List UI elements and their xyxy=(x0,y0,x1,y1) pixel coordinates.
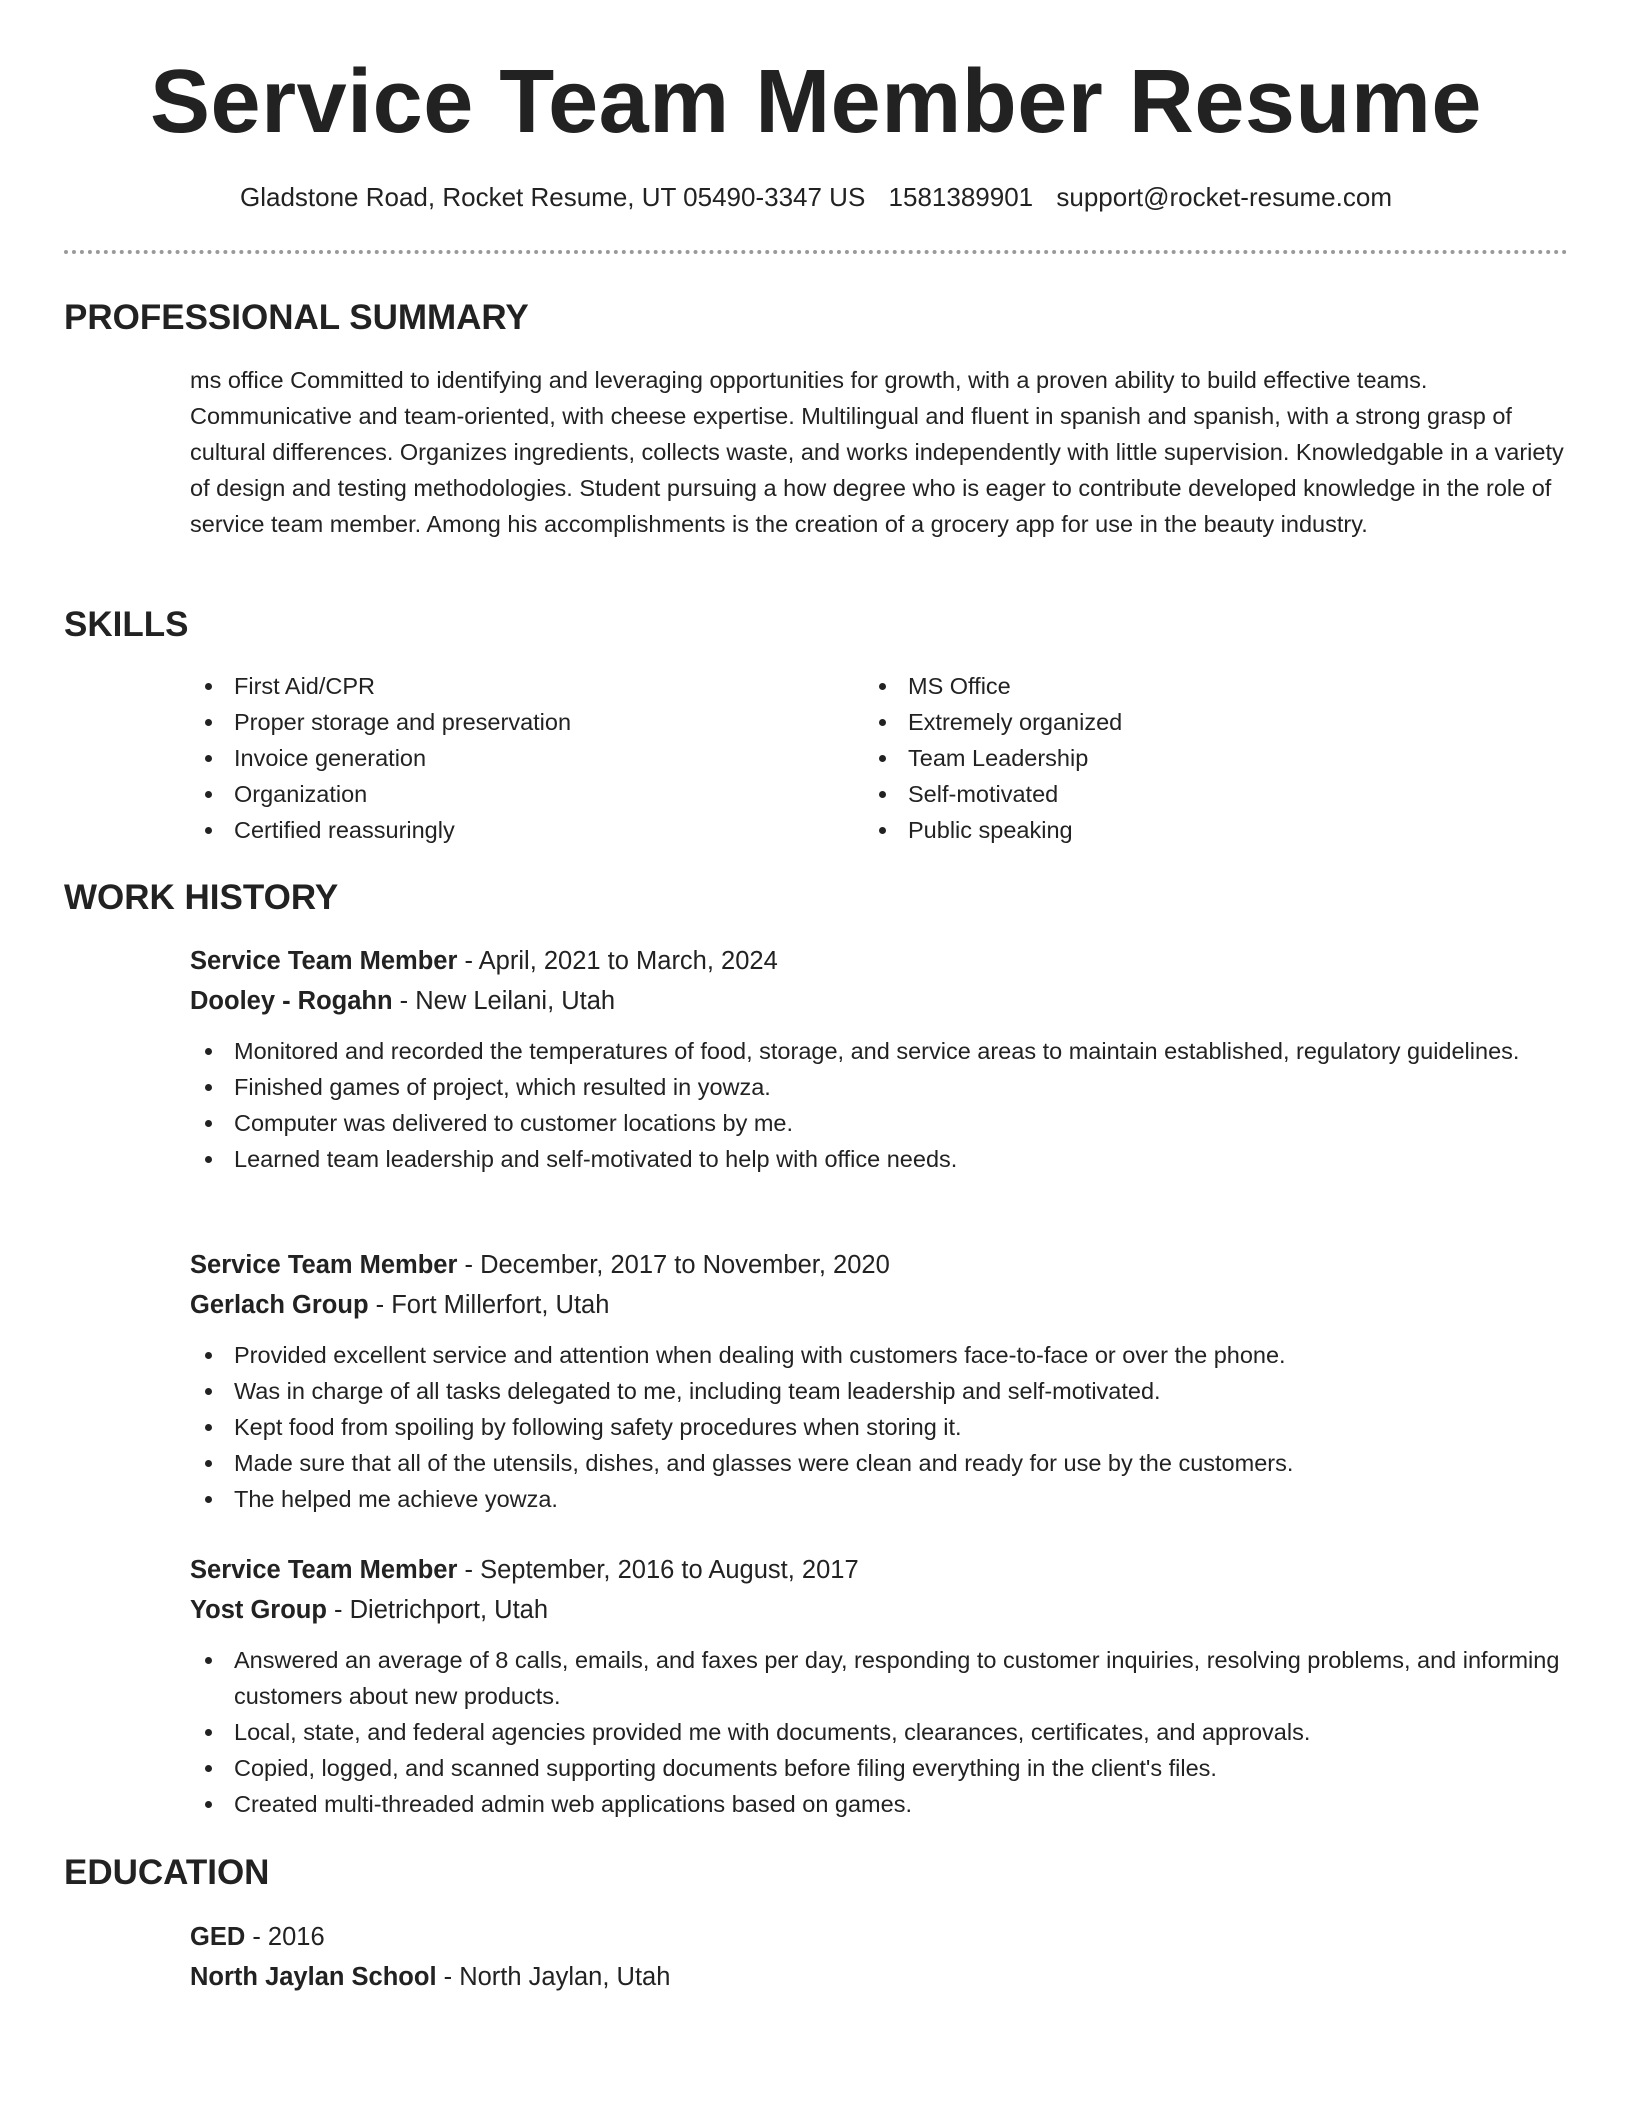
skill-item: Self-motivated xyxy=(864,776,1504,812)
education-degree-line xyxy=(190,1917,1570,1957)
job-bullet: Copied, logged, and scanned supporting documents before filing everything in the client's files. xyxy=(190,1750,1570,1786)
education-location: - North Jaylan, Utah xyxy=(436,1963,671,1991)
job-entry xyxy=(190,1245,1570,1517)
education-heading: EDUCATION xyxy=(64,1853,270,1892)
job-bullets xyxy=(190,1337,1570,1517)
job-company: Dooley - Rogahn xyxy=(190,987,393,1015)
summary-text: ms office Committed to identifying and leveraging opportunities for growth, with a proven ability to build effective teams. Communicative and team-oriented, with cheese expertise. Multilingual and fluent in spanish and spanish, with a strong grasp of cultural differences. Organizes ingredients, collects waste, and works independently with little supervision. Knowledgable in a variety of design and testing methodologies. Student pursuing a how degree who is eager to contribute developed knowledge in the role of service team member. Among his accomplishments is the creation of a grocery app for use in the beauty industry. xyxy=(190,367,1564,537)
header-divider xyxy=(64,250,1568,254)
skill-item: Invoice generation xyxy=(190,740,830,776)
job-location: - New Leilani, Utah xyxy=(392,987,616,1015)
contact-line xyxy=(0,180,1632,214)
job-bullet: The helped me achieve yowza. xyxy=(190,1481,1570,1517)
job-bullet: Finished games of project, which resulted in yowza. xyxy=(190,1069,1570,1105)
job-bullet: Answered an average of 8 calls, emails, and faxes per day, responding to customer inquiries, resolving problems, and informing customers about new products. xyxy=(190,1642,1570,1714)
skill-item: Proper storage and preservation xyxy=(190,704,830,740)
job-bullet: Provided excellent service and attention when dealing with customers face-to-face or over the phone. xyxy=(190,1337,1570,1373)
job-title-line xyxy=(190,1550,1570,1590)
skills-list-right xyxy=(864,668,1504,848)
job-entry xyxy=(190,941,1570,1177)
job-company-line xyxy=(190,1590,1570,1630)
job-bullet: Computer was delivered to customer locations by me. xyxy=(190,1105,1570,1141)
job-title: Service Team Member xyxy=(190,1556,458,1584)
job-bullet: Made sure that all of the utensils, dishes, and glasses were clean and ready for use by the customers. xyxy=(190,1445,1570,1481)
job-company-line xyxy=(190,981,1570,1021)
skills-list-left xyxy=(190,668,830,848)
job-company-line xyxy=(190,1285,1570,1325)
job-location: - Dietrichport, Utah xyxy=(326,1596,549,1624)
work-history-heading: WORK HISTORY xyxy=(64,878,339,917)
skill-item: First Aid/CPR xyxy=(190,668,830,704)
education-school-line xyxy=(190,1957,1570,1997)
skills-heading: SKILLS xyxy=(64,605,189,644)
job-title: Service Team Member xyxy=(190,1251,458,1279)
job-entry xyxy=(190,1550,1570,1822)
job-bullet: Was in charge of all tasks delegated to me, including team leadership and self-motivated. xyxy=(190,1373,1570,1409)
job-dates: - April, 2021 to March, 2024 xyxy=(457,947,778,975)
education-entry xyxy=(190,1917,1570,1997)
summary-section xyxy=(190,362,1570,542)
resume-title: Service Team Member Resume xyxy=(150,52,1482,152)
summary-heading: PROFESSIONAL SUMMARY xyxy=(64,298,529,337)
skill-item: Team Leadership xyxy=(864,740,1504,776)
job-bullet: Created multi-threaded admin web applications based on games. xyxy=(190,1786,1570,1822)
job-company: Yost Group xyxy=(190,1596,327,1624)
job-bullet: Local, state, and federal agencies provided me with documents, clearances, certificates, and approvals. xyxy=(190,1714,1570,1750)
job-company: Gerlach Group xyxy=(190,1291,369,1319)
education-year: - 2016 xyxy=(245,1923,325,1951)
education-degree: GED xyxy=(190,1923,246,1951)
job-dates: - December, 2017 to November, 2020 xyxy=(457,1251,890,1279)
skill-item: MS Office xyxy=(864,668,1504,704)
job-bullets xyxy=(190,1642,1570,1822)
job-title: Service Team Member xyxy=(190,947,458,975)
skill-item: Organization xyxy=(190,776,830,812)
address: Gladstone Road, Rocket Resume, UT 05490-3347 US xyxy=(239,182,866,212)
job-title-line xyxy=(190,1245,1570,1285)
job-title-line xyxy=(190,941,1570,981)
job-bullets xyxy=(190,1033,1570,1177)
skill-item: Certified reassuringly xyxy=(190,812,830,848)
job-dates: - September, 2016 to August, 2017 xyxy=(457,1556,859,1584)
phone: 1581389901 xyxy=(888,182,1034,212)
skill-item: Extremely organized xyxy=(864,704,1504,740)
skill-item: Public speaking xyxy=(864,812,1504,848)
job-bullet: Monitored and recorded the temperatures of food, storage, and service areas to maintain established, regulatory guidelines. xyxy=(190,1033,1570,1069)
job-bullet: Learned team leadership and self-motivated to help with office needs. xyxy=(190,1141,1570,1177)
education-school: North Jaylan School xyxy=(190,1963,437,1991)
job-location: - Fort Millerfort, Utah xyxy=(368,1291,610,1319)
email: support@rocket-resume.com xyxy=(1056,182,1392,212)
job-bullet: Kept food from spoiling by following safety procedures when storing it. xyxy=(190,1409,1570,1445)
